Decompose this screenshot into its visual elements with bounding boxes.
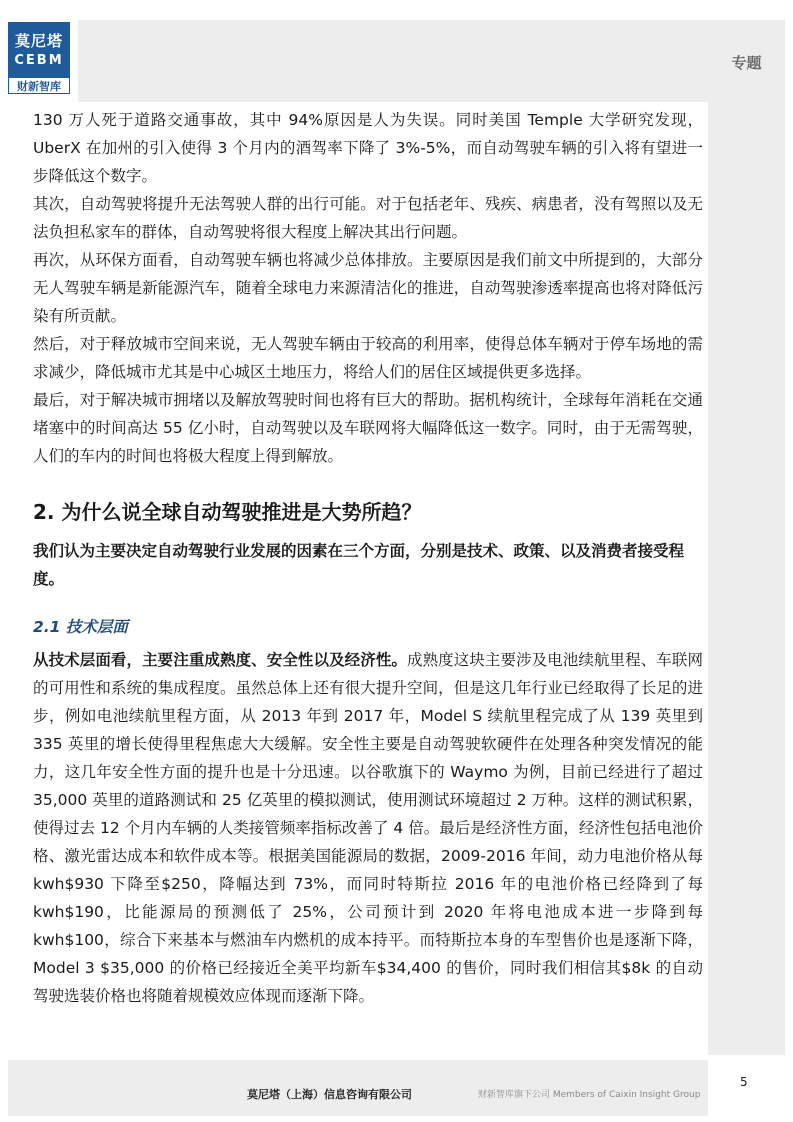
footer-group-text: 财新智库旗下公司 Members of Caixin Insight Group [478, 1090, 701, 1100]
section-heading: 2. 为什么说全球自动驾驶推进是大势所趋？ [33, 500, 422, 524]
paragraph-safety: 130 万人死于道路交通事故，其中 94%原因是人为失误。同时美国 Temple 大学研究发现，UberX 在加州的引入使得 3 个月内的酒驾率下降了 3%-5%，而自动驾驶车辆的引入将有望进一步降低这个数字。 [33, 111, 703, 185]
header-band [78, 20, 708, 102]
technology-body-text: 成熟度这块主要涉及电池续航里程、车联网的可用性和系统的集成程度。虽然总体上还有很大提升空间，但是这几年行业已经取得了长足的进步，例如电池续航里程方面，从 2013 年到 2017 年，Model S 续航里程完成了从 139 英里到 335 英里的增长使得里程焦虑大大缓解。安全性主要是自动驾驶软硬件在处理各种突发情况的能力，这几年安全性方面的提升也是十分迅速。以谷歌旗下的 Waymo 为例，目前已经进行了超过 35,000 英里的道路测试和 25 亿英里的模拟测试，使用测试环境超过 2 万种。这样的测试积累，使得过去 12 个月内车辆的人类接管频率指标改善了 4 倍。最后是经济性方面，经济性包括电池价格、激光雷达成本和软件成本等。根据美国能源局的数据，2009-2016 年间，动力电池价格从每 kwh$930 下降至$250，降幅达到 73%，而同时特斯拉 2016 年的电池价格已经降到了每 kwh$190，比能源局的预测低了 25%，公司预计到 2020 年将电池成本进一步降到每 kwh$100，综合下来基本与燃油车内燃机的成本持平。而特斯拉本身的车型售价也是逐渐下降，Model 3 $35,000 的价格已经接近全美平均新车$34,400 的售价，同时我们相信其$8k 的自动驾驶选装价格也将随着规模效应体现而逐渐下降。 [33, 651, 703, 1005]
paragraph-environment: 再次，从环保方面看，自动驾驶车辆也将减少总体排放。主要原因是我们前文中所提到的，大部分无人驾驶车辆是新能源汽车，随着全球电力来源清洁化的推进，自动驾驶渗透率提高也将对降低污染有所贡献。 [33, 251, 703, 325]
paragraph-mobility: 其次，自动驾驶将提升无法驾驶人群的出行可能。对于包括老年、残疾、病患者，没有驾照以及无法负担私家车的群体，自动驾驶将很大程度上解决其出行问题。 [33, 195, 703, 241]
right-sidebar-band [708, 20, 785, 1055]
logo-chinese-name: 莫尼塔 [14, 32, 63, 50]
subsection-heading: 2.1 技术层面 [33, 618, 128, 636]
paragraph-congestion: 最后，对于解决城市拥堵以及解放驾驶时间也将有巨大的帮助。据机构统计，全球每年消耗在交通堵塞中的时间高达 55 亿小时，自动驾驶以及车联网将大幅降低这一数字。同时，由于无需驾驶，人们的车内的时间也将极大程度上得到解放。 [33, 391, 703, 465]
page-number: 5 [740, 1075, 748, 1089]
logo-subtitle: 财新智库 [8, 77, 70, 94]
page-header [0, 0, 793, 100]
paragraph-urban-space: 然后，对于释放城市空间来说，无人驾驶车辆由于较高的利用率，使得总体车辆对于停车场地的需求减少，降低城市尤其是中心城区土地压力，将给人们的居住区域提供更多选择。 [33, 335, 703, 381]
section-lead: 我们认为主要决定自动驾驶行业发展的因素在三个方面，分别是技术、政策、以及消费者接受程度。 [33, 542, 685, 588]
technology-lead-text: 从技术层面看，主要注重成熟度、安全性以及经济性。 [33, 651, 407, 669]
logo-english-name: CEBM [14, 53, 64, 68]
footer-company-name: 莫尼塔（上海）信息咨询有限公司 [247, 1088, 412, 1101]
section-tag: 专题 [731, 54, 762, 72]
page-footer [8, 1060, 708, 1116]
document-body [33, 106, 703, 1010]
paragraph-technology [33, 646, 703, 1010]
company-logo [8, 22, 70, 94]
